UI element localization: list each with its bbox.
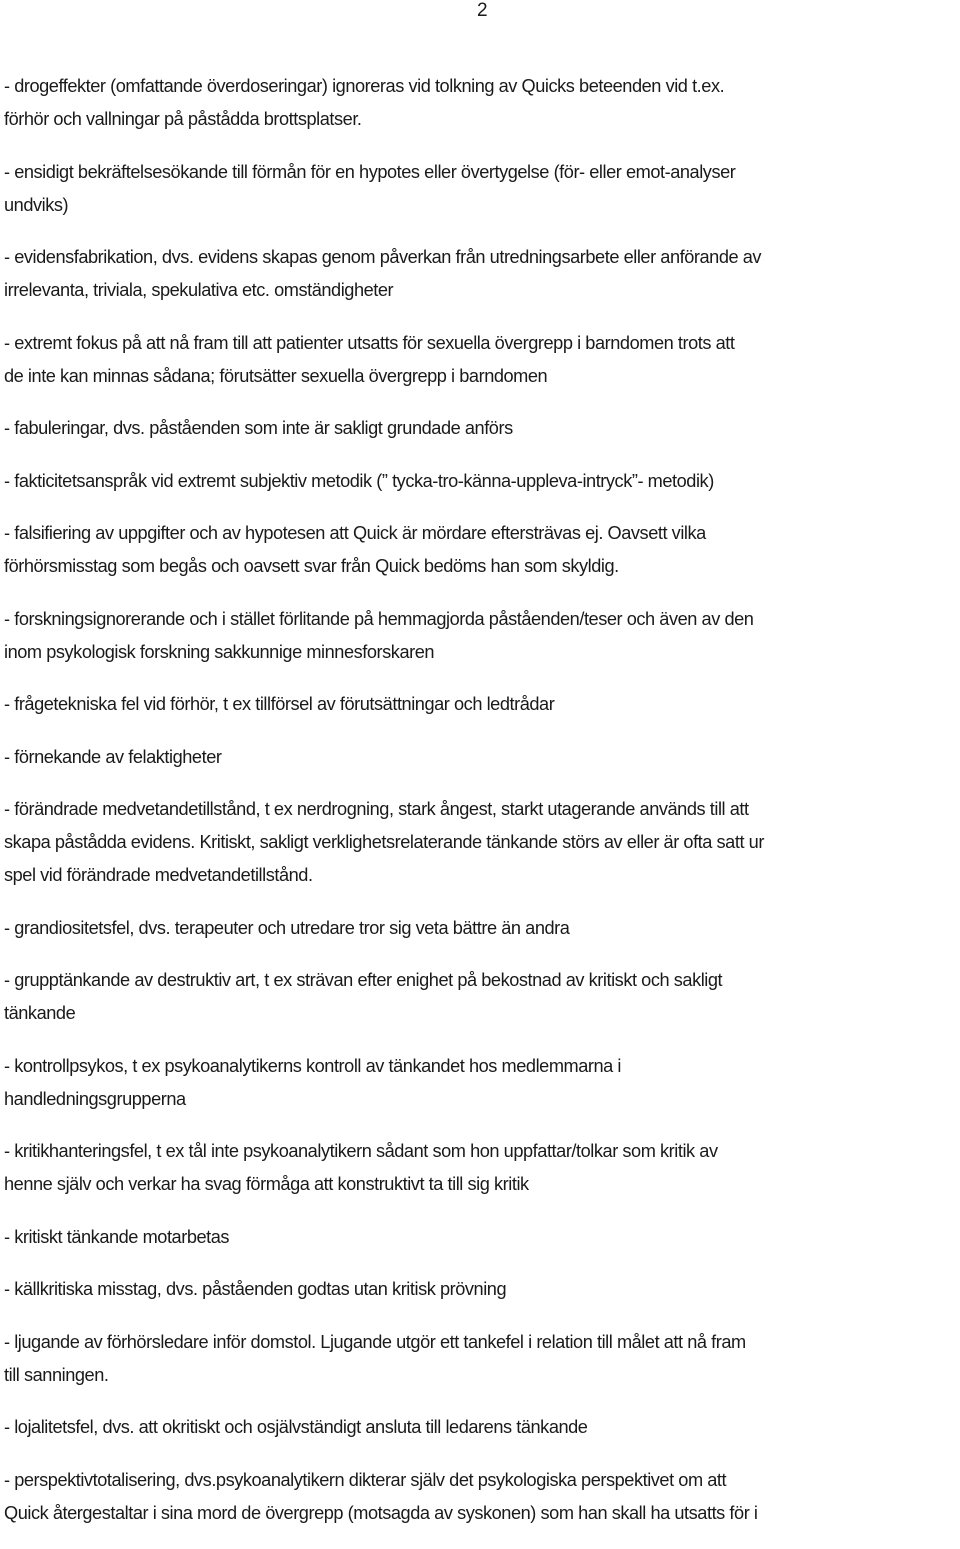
list-item: [4, 1464, 956, 1530]
list-item: [4, 1221, 956, 1254]
list-item: [4, 327, 956, 393]
list-item: [4, 1273, 956, 1306]
list-item-line: inom psykologisk forskning sakkunnige minnesforskaren: [4, 641, 435, 662]
list-item-line: - falsifiering av uppgifter och av hypotesen att Quick är mördare eftersträvas ej. Oavsett vilka: [4, 523, 706, 543]
list-item-line: skapa påstådda evidens. Kritiskt, sakligt verklighetsrelaterande tänkande störs av eller är ofta satt ur: [4, 832, 764, 852]
list-item: [4, 793, 956, 892]
list-item: [4, 517, 956, 583]
list-item-line: - perspektivtotalisering, dvs.psykoanalytikern dikterar själv det psykologiska perspektivet om att: [4, 1469, 727, 1490]
document-body: [4, 70, 956, 1549]
list-item-line: - förändrade medvetandetillstånd, t ex nerdrogning, stark ångest, starkt utagerande används till att: [4, 799, 749, 819]
list-item-line: - grandiositetsfel, dvs. terapeuter och utredare tror sig veta bättre än andra: [4, 917, 570, 938]
list-item-line: - evidensfabrikation, dvs. evidens skapas genom påverkan från utredningsarbete eller anförande av: [4, 247, 762, 267]
list-item-line: - fabuleringar, dvs. påståenden som inte är sakligt grundade anförs: [4, 418, 513, 438]
list-item-line: henne själv och verkar ha svag förmåga att konstruktivt ta till sig kritik: [4, 1174, 529, 1194]
list-item: [4, 156, 956, 222]
list-item-line: förhör och vallningar på påstådda brottsplatser.: [4, 109, 362, 129]
list-item: [4, 912, 956, 945]
list-item-line: - forskningsignorerande och i stället förlitande på hemmagjorda påståenden/teser och även av den: [4, 608, 754, 629]
list-item-line: - förnekande av felaktigheter: [4, 746, 222, 767]
list-item-line: - kontrollpsykos, t ex psykoanalytikerns kontroll av tänkandet hos medlemmarna i: [4, 1055, 622, 1076]
list-item: [4, 1326, 956, 1392]
list-item: [4, 1050, 956, 1116]
list-item-line: till sanningen.: [4, 1364, 109, 1385]
list-item-line: spel vid förändrade medvetandetillstånd.: [4, 865, 313, 885]
list-item: [4, 241, 956, 307]
list-item-line: förhörsmisstag som begås och oavsett svar från Quick bedöms han som skyldig.: [4, 556, 619, 576]
list-item-line: - grupptänkande av destruktiv art, t ex strävan efter enighet på bekostnad av kritiskt och sakligt: [4, 970, 723, 990]
list-item: [4, 1135, 956, 1201]
list-item: [4, 70, 956, 136]
list-item-line: - kritikhanteringsfel, t ex tål inte psykoanalytikern sådant som hon uppfattar/tolkar som kritik av: [4, 1141, 718, 1161]
list-item-line: tänkande: [4, 1003, 76, 1023]
list-item-line: - extremt fokus på att nå fram till att patienter utsatts för sexuella övergrepp i barndomen trots att: [4, 332, 735, 353]
list-item-line: - ljugande av förhörsledare inför domstol. Ljugande utgör ett tankefel i relation till målet att nå fram: [4, 1331, 746, 1352]
list-item: [4, 412, 956, 445]
list-item: [4, 603, 956, 669]
list-item: [4, 465, 956, 498]
list-item-line: handledningsgrupperna: [4, 1088, 186, 1109]
list-item-line: irrelevanta, triviala, spekulativa etc. omständigheter: [4, 280, 394, 300]
page-number: 2: [477, 0, 488, 21]
list-item-line: - fakticitetsanspråk vid extremt subjektiv metodik (” tycka-tro-känna-uppleva-intryck”- metodik): [4, 470, 714, 491]
list-item: [4, 688, 956, 721]
list-item-line: Quick återgestaltar i sina mord de övergrepp (motsagda av syskonen) som han skall ha utsatts för i: [4, 1502, 758, 1523]
list-item: [4, 1411, 956, 1444]
list-item-line: de inte kan minnas sådana; förutsätter sexuella övergrepp i barndomen: [4, 365, 548, 386]
list-item-line: - frågetekniska fel vid förhör, t ex tillförsel av förutsättningar och ledtrådar: [4, 694, 555, 714]
list-item: [4, 964, 956, 1030]
list-item-line: - drogeffekter (omfattande överdoseringar) ignoreras vid tolkning av Quicks beteenden vid t.ex.: [4, 76, 725, 96]
list-item-line: - källkritiska misstag, dvs. påståenden godtas utan kritisk prövning: [4, 1279, 507, 1299]
list-item-line: undviks): [4, 194, 69, 215]
list-item: [4, 741, 956, 774]
list-item-line: - ensidigt bekräftelsesökande till förmån för en hypotes eller övertygelse (för- eller emot-analyser: [4, 161, 736, 182]
list-item-line: - lojalitetsfel, dvs. att okritiskt och osjälvständigt ansluta till ledarens tänkande: [4, 1417, 588, 1437]
list-item-line: - kritiskt tänkande motarbetas: [4, 1226, 230, 1247]
